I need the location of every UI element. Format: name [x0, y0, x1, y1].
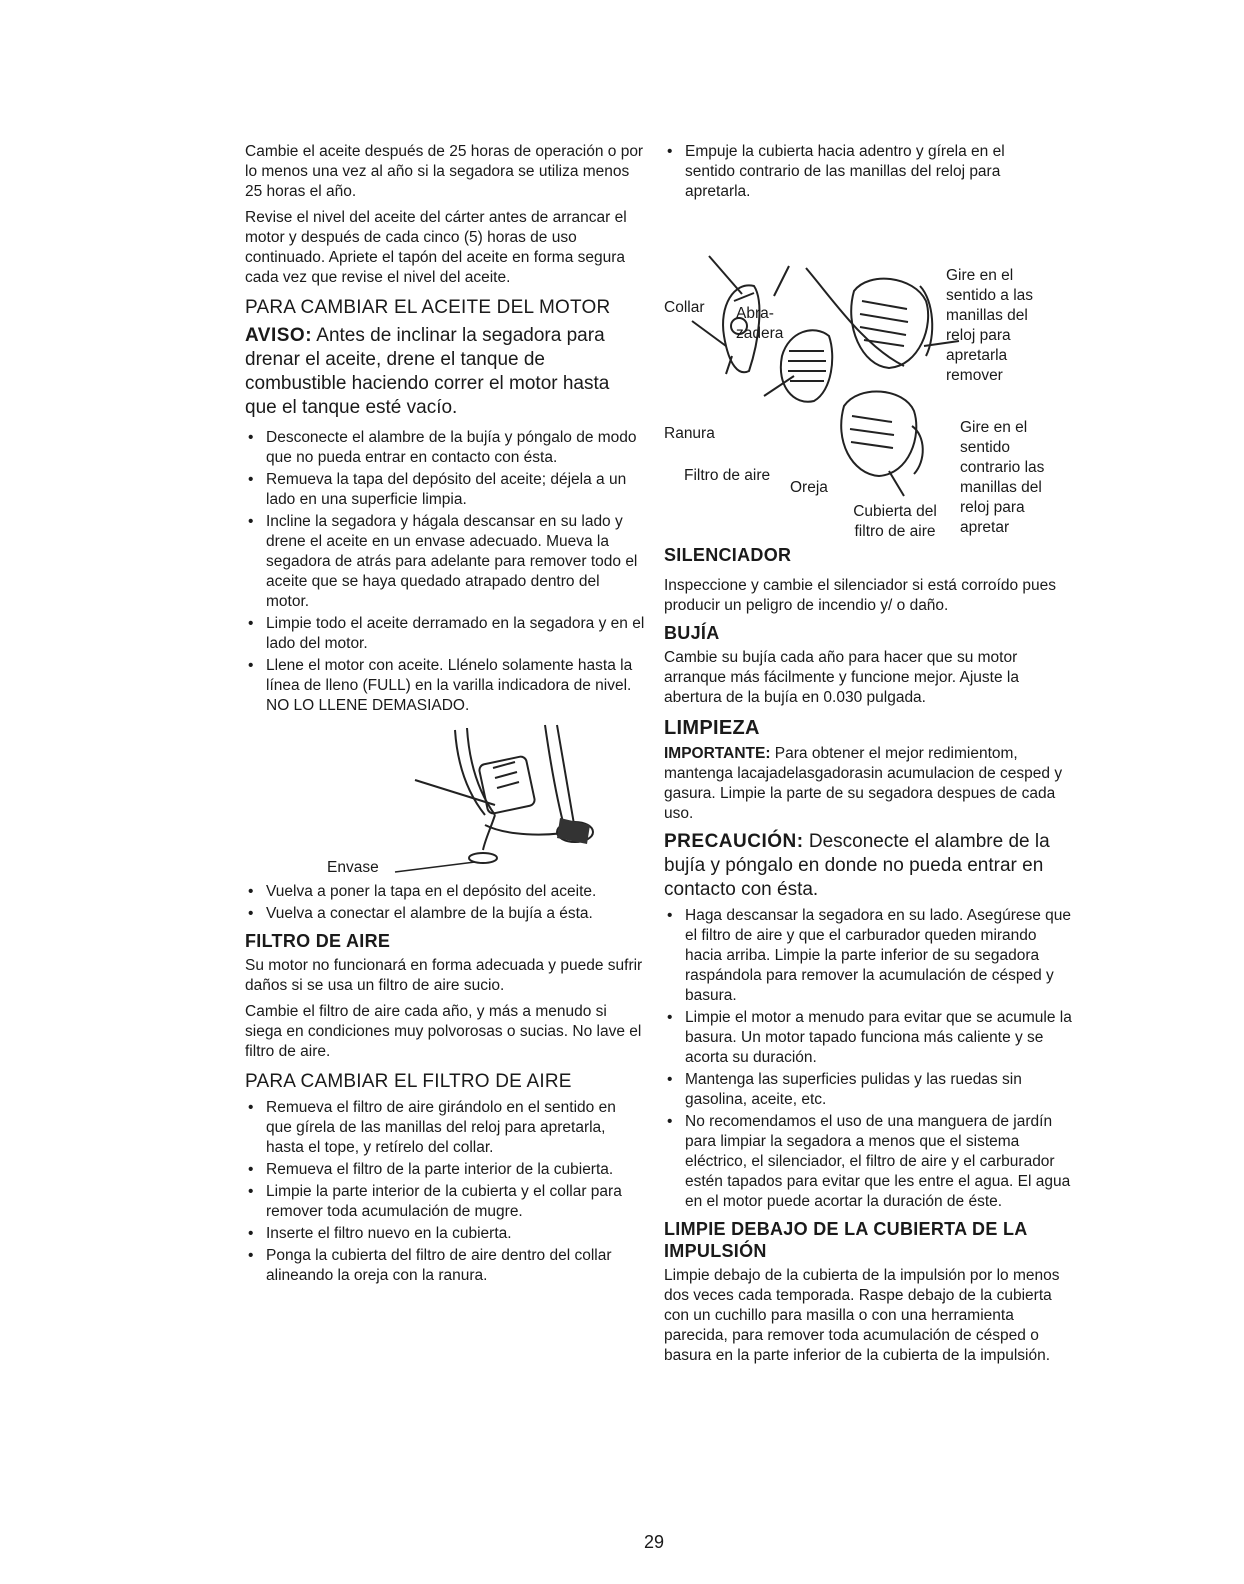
filter-steps-list: [245, 1098, 645, 1286]
important-block: [664, 744, 1074, 824]
container-label: Envase: [327, 859, 379, 876]
deck-cleaning-text: Limpie debajo de la cubierta de la impulsión por lo menos dos veces cada temporada. Raspe debajo de la cubierta con un cuchillo para masilla o con una herramienta parecida, para remover toda acumulación de césped o basura en la parte inferior de la cubierta de la impulsión.: [664, 1267, 1060, 1364]
list-item: • Llene el motor con aceite. Llénelo solamente hasta la línea de lleno (FULL) en la varilla indicadora de nivel. NO LO LLENE DEMASIADO.: [245, 656, 645, 716]
oil-change-interval-text: Cambie el aceite después de 25 horas de operación o por lo menos una vez al año si la segadora se utiliza menos 25 horas el año.: [245, 143, 644, 200]
air-filter-text-2: Cambie el filtro de aire cada año, y más a menudo si siega en condiciones muy polvorosas o sucias. No lave el filtro de aire.: [245, 1003, 642, 1060]
air-filter-text-1: Su motor no funcionará en forma adecuada y puede sufrir daños si se usa un filtro de aire sucio.: [245, 957, 643, 994]
turn-counterclockwise-label: Gire en el sentido contrario las manillas del reloj para apretar: [960, 419, 1045, 536]
deck-cleaning-heading: LIMPIE DEBAJO DE LA CUBIERTA DE LA IMPULSIÓN: [664, 1219, 1027, 1261]
warning-label: AVISO:: [245, 325, 313, 346]
spark-plug-heading: BUJÍA: [664, 623, 720, 643]
turn-clockwise-label: Gire en el sentido a las manillas del reloj para apretarla remover: [946, 267, 1034, 384]
cleaning-heading: LIMPIEZA: [664, 717, 760, 739]
oil-check-text: Revise el nivel del aceite del cárter antes de arrancar el motor y después de cada cinco (5) horas de uso continuado. Apriete el tapón del aceite en forma segura cada vez que revise el nivel del aceite.: [245, 209, 627, 286]
page-number: 29: [644, 1532, 665, 1552]
list-item: • Limpie la parte interior de la cubierta y el collar para remover toda acumulación de mugre.: [245, 1182, 645, 1222]
clamp-label: Abra- zadera: [736, 305, 784, 342]
list-item: • Mantenga las superficies pulidas y las ruedas sin gasolina, aceite, etc.: [664, 1070, 1074, 1110]
list-item: • No recomendamos el uso de una manguera de jardín para limpiar la segadora a menos que el sistema eléctrico, el silenciador, el filtro de aire y el carburador estén tapados para evitar que les entre el agua. El agua en el motor puede acortar la duración de éste.: [664, 1112, 1074, 1212]
list-item: • Remueva el filtro de aire girándolo en el sentido en que gírela de las manillas del reloj para apretarla, hasta el tope, y retírelo del collar.: [245, 1098, 645, 1158]
oil-steps-list-2: [245, 882, 645, 924]
filter-cover-label: Cubierta del filtro de aire: [853, 503, 937, 540]
air-filter-heading: FILTRO DE AIRE: [245, 931, 391, 951]
warning-text: Antes de inclinar la segadora para drenar el aceite, drene el tanque de combustible haciendo correr el motor hasta que el tanque esté vacío.: [245, 325, 610, 418]
muffler-heading: SILENCIADOR: [664, 545, 792, 565]
list-item: • Inserte el filtro nuevo en la cubierta.: [245, 1224, 645, 1244]
muffler-text: Inspeccione y cambie el silenciador si está corroído pues producir un peligro de incendio y/ o daño.: [664, 577, 1057, 614]
list-item: • Vuelva a conectar el alambre de la bujía a ésta.: [245, 904, 645, 924]
right-column: [664, 142, 1074, 1372]
list-item: • Desconecte el alambre de la bujía y póngalo de modo que no pueda entrar en contacto con ésta.: [245, 428, 645, 468]
change-oil-heading: PARA CAMBIAR EL ACEITE DEL MOTOR: [245, 297, 611, 318]
collar-label: Collar: [664, 299, 705, 316]
cleaning-steps-list: [664, 906, 1074, 1212]
caution-label: PRECAUCIÓN:: [664, 831, 804, 852]
oil-drain-illustration: [245, 720, 645, 880]
important-text: Para obtener el mejor redimientom, mantenga lacajadelasgadorasin acumulacion de cesped y gasura. Limpie la parte de su segadora despues de cada uso.: [664, 745, 1063, 822]
list-item: • Empuje la cubierta hacia adentro y gírela en el sentido contrario de las manillas del reloj para apretarla.: [664, 142, 1054, 202]
list-item: • Haga descansar la segadora en su lado. Asegúrese que el filtro de aire y que el carburador queden mirando hacia arriba. Limpie la parte inferior de su segadora raspándola para remover la acumulación de césped y basura.: [664, 906, 1074, 1006]
spark-plug-text: Cambie su bujía cada año para hacer que su motor arranque más fácilmente y funcione mejor. Ajuste la abertura de la bujía en 0.030 pulgada.: [664, 649, 1019, 706]
slot-label: Ranura: [664, 425, 715, 442]
list-item: • Vuelva a poner la tapa en el depósito del aceite.: [245, 882, 645, 902]
caution-block: [664, 830, 1074, 902]
filter-element-label: Filtro de aire: [684, 467, 771, 484]
list-item: • Limpie el motor a menudo para evitar que se acumule la basura. Un motor tapado funciona más caliente y se acorta su duración.: [664, 1008, 1074, 1068]
list-item: • Limpie todo el aceite derramado en la segadora y en el lado del motor.: [245, 614, 645, 654]
air-filter-illustration: [664, 206, 1074, 565]
tab-label: Oreja: [790, 479, 828, 496]
list-item: • Ponga la cubierta del filtro de aire dentro del collar alineando la oreja con la ranura.: [245, 1246, 645, 1286]
left-column: [245, 142, 645, 1290]
change-filter-heading: PARA CAMBIAR EL FILTRO DE AIRE: [245, 1071, 572, 1092]
oil-drain-drawing: [245, 720, 645, 880]
oil-steps-list: [245, 428, 645, 716]
important-label: IMPORTANTE:: [664, 745, 771, 762]
list-item: • Remueva la tapa del depósito del aceite; déjela a un lado en una superficie limpia.: [245, 470, 645, 510]
caution-text: Desconecte el alambre de la bujía y póngalo en donde no pueda entrar en contacto con ésta.: [664, 831, 1050, 900]
list-item: • Remueva el filtro de la parte interior de la cubierta.: [245, 1160, 645, 1180]
warning-block: [245, 324, 645, 420]
filter-install-list: [664, 142, 1054, 202]
list-item: • Incline la segadora y hágala descansar en su lado y drene el aceite en un envase adecuado. Mueva la segadora de atrás para adelante para remover todo el aceite que se haya quedado atrapado dentro del motor.: [245, 512, 645, 612]
